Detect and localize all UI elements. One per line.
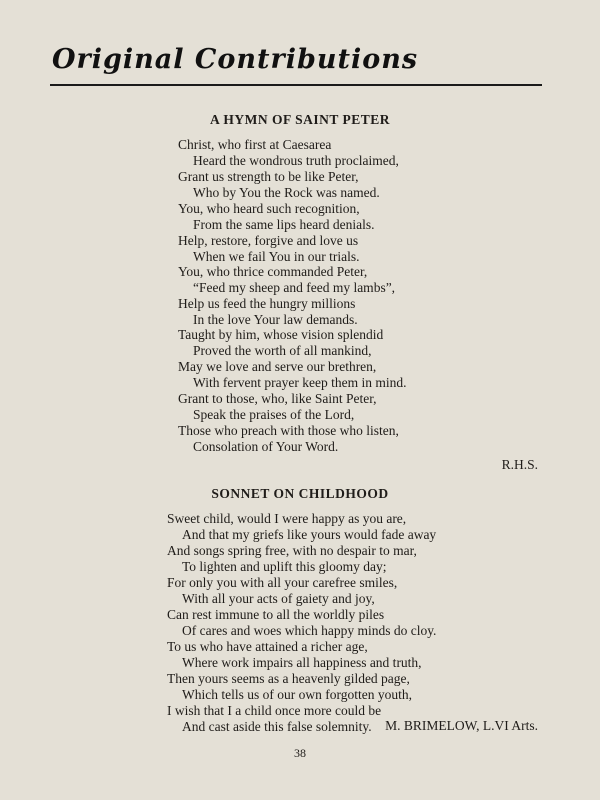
poem-line: Sweet child, would I were happy as you are,	[167, 511, 407, 526]
poem-line: In the love Your law demands.	[193, 312, 358, 327]
poem-line: To lighten and uplift this gloomy day;	[182, 559, 387, 574]
poem-line: Can rest immune to all the worldly piles	[167, 607, 385, 622]
poem-line: “Feed my sheep and feed my lambs”,	[193, 280, 396, 295]
poem-line: May we love and serve our brethren,	[178, 359, 377, 374]
stanza-3	[178, 264, 395, 328]
poem-line: Help us feed the hungry millions	[178, 296, 356, 311]
poem-line: Then yours seems as a heavenly gilded page,	[167, 671, 410, 686]
poem-line: To us who have attained a richer age,	[167, 639, 368, 654]
poem-line: Which tells us of our own forgotten youth,	[182, 687, 412, 702]
stanza-2	[178, 201, 374, 265]
stanza-5	[178, 391, 399, 455]
poem-line: Help, restore, forgive and love us	[178, 233, 359, 248]
poem-line: And that my griefs like yours would fade away	[182, 527, 437, 542]
poem-line: Consolation of Your Word.	[193, 439, 339, 454]
poem-line: And songs spring free, with no despair to mar,	[167, 543, 417, 558]
poem-line: Christ, who first at Caesarea	[178, 137, 332, 152]
poem-line: Grant us strength to be like Peter,	[178, 169, 359, 184]
poem-line: Grant to those, who, like Saint Peter,	[178, 391, 377, 406]
poem-line: Where work impairs all happiness and truth,	[182, 655, 422, 670]
poem-line: With all your acts of gaiety and joy,	[182, 591, 375, 606]
stanza-1	[178, 137, 399, 201]
poem-line: Of cares and woes which happy minds do cloy.	[182, 623, 437, 638]
heading-rule	[50, 84, 542, 86]
poem-line: For only you with all your carefree smiles,	[167, 575, 398, 590]
poem-author-hymn: R.H.S.	[501, 457, 538, 472]
poem-line: From the same lips heard denials.	[193, 217, 375, 232]
poem-line: And cast aside this false solemnity.	[182, 719, 372, 734]
poem-line: Taught by him, whose vision splendid	[178, 327, 384, 342]
poem-title-hymn: A HYMN OF SAINT PETER	[209, 112, 391, 127]
poem-line: When we fail You in our trials.	[193, 249, 360, 264]
section-heading: Original Contributions	[52, 44, 419, 75]
poem-line: Proved the worth of all mankind,	[193, 343, 372, 358]
poem-line: Who by You the Rock was named.	[193, 185, 380, 200]
poem-line: Heard the wondrous truth proclaimed,	[193, 153, 399, 168]
poem-line: You, who heard such recognition,	[178, 201, 360, 216]
page-number: 38	[294, 746, 306, 760]
poem-line: You, who thrice commanded Peter,	[178, 264, 368, 279]
poem-title-sonnet: SONNET ON CHILDHOOD	[211, 486, 389, 501]
stanza-4	[178, 327, 407, 391]
poem-line: With fervent prayer keep them in mind.	[193, 375, 407, 390]
poem-line: Speak the praises of the Lord,	[193, 407, 355, 422]
sonnet-body	[167, 511, 436, 735]
poem-line: I wish that I a child once more could be	[167, 703, 382, 718]
poem-author-sonnet: M. BRIMELOW, L.VI Arts.	[385, 718, 538, 733]
poem-line: Those who preach with those who listen,	[178, 423, 399, 438]
